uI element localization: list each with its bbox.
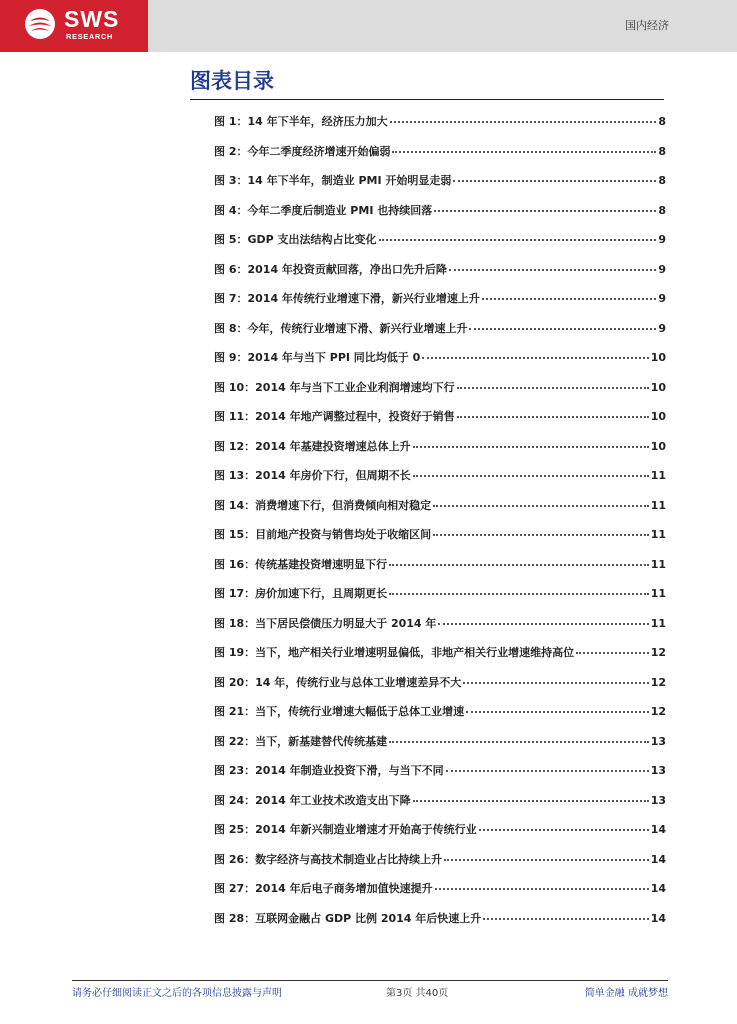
toc-entry[interactable] (214, 733, 666, 763)
toc-leader-dots (413, 475, 649, 477)
sws-logo (0, 0, 148, 52)
toc-entry-page: 12 (650, 646, 666, 659)
figure-toc (214, 113, 666, 939)
toc-entry-page: 11 (650, 469, 666, 482)
page-header (0, 0, 737, 52)
toc-leader-dots (435, 888, 649, 890)
toc-entry-page: 13 (650, 764, 666, 777)
toc-entry-label: 图 11：2014 年地产调整过程中，投资好于销售 (214, 410, 455, 423)
toc-entry[interactable] (214, 143, 666, 173)
toc-entry-label: 图 10：2014 年与当下工业企业利润增速均下行 (214, 380, 455, 394)
toc-entry-page: 11 (650, 557, 666, 571)
toc-entry-label: 图 2：今年二季度经济增速开始偏弱 (214, 144, 391, 158)
logo-text: SWS (64, 6, 120, 32)
toc-entry-label: 图 24：2014 年工业技术改造支出下降 (214, 793, 411, 807)
toc-leader-dots (483, 918, 648, 920)
toc-entry[interactable] (214, 526, 666, 556)
toc-entry-label: 图 8：今年，传统行业增速下滑、新兴行业增速上升 (214, 321, 468, 335)
toc-entry-label: 图 5：GDP 支出法结构占比变化 (214, 233, 377, 246)
section-label: 国内经济 (625, 19, 669, 32)
toc-leader-dots (379, 239, 657, 241)
toc-entry[interactable] (214, 438, 666, 468)
toc-entry-page: 9 (658, 262, 666, 276)
toc-entry[interactable] (214, 408, 666, 438)
toc-entry-page: 12 (650, 675, 666, 689)
toc-entry-label: 图 18：当下居民偿债压力明显大于 2014 年 (214, 616, 437, 630)
toc-leader-dots (390, 121, 657, 123)
toc-entry[interactable] (214, 821, 666, 851)
toc-entry-label: 图 1：14 年下半年，经济压力加大 (214, 115, 388, 128)
toc-entry[interactable] (214, 585, 666, 615)
toc-entry[interactable] (214, 910, 666, 940)
toc-entry-page: 10 (650, 439, 666, 453)
toc-leader-dots (457, 387, 649, 389)
toc-entry-label: 图 26：数字经济与高技术制造业占比持续上升 (214, 852, 443, 866)
toc-entry[interactable] (214, 703, 666, 733)
toc-entry[interactable] (214, 349, 666, 379)
toc-entry[interactable] (214, 674, 666, 704)
toc-entry-page: 8 (658, 174, 666, 187)
toc-entry-label: 图 23：2014 年制造业投资下滑，与当下不同 (214, 764, 444, 777)
toc-entry-label: 图 28：互联网金融占 GDP 比例 2014 年后快速上升 (214, 911, 482, 925)
footer-page-info: 第3页 共40页 (386, 988, 449, 999)
toc-leader-dots (392, 151, 656, 153)
toc-entry-page: 8 (658, 115, 666, 128)
toc-entry-page: 9 (658, 321, 666, 335)
toc-leader-dots (434, 210, 656, 212)
toc-leader-dots (576, 652, 649, 654)
toc-entry-label: 图 3：14 年下半年，制造业 PMI 开始明显走弱 (214, 174, 452, 187)
toc-leader-dots (389, 741, 649, 743)
toc-leader-dots (469, 328, 656, 330)
toc-leader-dots (422, 357, 648, 359)
toc-entry[interactable] (214, 202, 666, 232)
toc-entry[interactable] (214, 792, 666, 822)
toc-entry[interactable] (214, 379, 666, 409)
toc-leader-dots (389, 564, 649, 566)
toc-entry-page: 11 (650, 528, 666, 541)
toc-leader-dots (433, 534, 649, 536)
toc-entry[interactable] (214, 497, 666, 527)
page-title: 图表目录 (190, 69, 274, 93)
toc-leader-dots (482, 298, 656, 300)
toc-entry-page: 10 (650, 351, 666, 364)
toc-leader-dots (433, 505, 649, 507)
toc-entry-label: 图 27：2014 年后电子商务增加值快速提升 (214, 882, 433, 895)
toc-entry[interactable] (214, 290, 666, 320)
toc-leader-dots (457, 416, 649, 418)
toc-entry-page: 14 (650, 852, 666, 866)
toc-entry-label: 图 13：2014 年房价下行，但周期不长 (214, 469, 411, 482)
toc-entry-label: 图 4：今年二季度后制造业 PMI 也持续回落 (214, 203, 433, 217)
toc-entry-page: 14 (650, 911, 666, 925)
footer-disclaimer: 请务必仔细阅读正文之后的各项信息披露与声明 (72, 988, 282, 999)
toc-leader-dots (413, 446, 649, 448)
toc-entry[interactable] (214, 172, 666, 202)
toc-entry-label: 图 14：消费增速下行，但消费倾向相对稳定 (214, 498, 432, 512)
toc-entry[interactable] (214, 644, 666, 674)
toc-entry[interactable] (214, 880, 666, 910)
toc-leader-dots (413, 800, 649, 802)
toc-entry-page: 11 (650, 498, 666, 512)
logo-subtext: RESEARCH (66, 32, 113, 41)
toc-leader-dots (463, 682, 648, 684)
toc-entry-page: 10 (650, 410, 666, 423)
toc-entry[interactable] (214, 261, 666, 291)
toc-entry-label: 图 19：当下，地产相关行业增速明显偏低，非地产相关行业增速维持高位 (214, 646, 575, 659)
toc-entry[interactable] (214, 615, 666, 645)
toc-entry[interactable] (214, 467, 666, 497)
toc-leader-dots (449, 269, 656, 271)
toc-leader-dots (389, 593, 649, 595)
toc-entry-page: 8 (658, 144, 666, 158)
toc-entry-label: 图 12：2014 年基建投资增速总体上升 (214, 439, 411, 453)
toc-entry-label: 图 22：当下，新基建替代传统基建 (214, 734, 388, 748)
toc-leader-dots (446, 770, 649, 772)
toc-entry[interactable] (214, 851, 666, 881)
toc-leader-dots (444, 859, 649, 861)
sws-logo-icon (24, 8, 56, 40)
toc-entry-page: 11 (650, 587, 666, 600)
toc-entry-label: 图 16：传统基建投资增速明显下行 (214, 557, 388, 571)
toc-leader-dots (453, 180, 656, 182)
toc-entry[interactable] (214, 762, 666, 792)
toc-entry-page: 13 (650, 734, 666, 748)
title-divider (190, 99, 664, 100)
toc-entry[interactable] (214, 556, 666, 586)
toc-leader-dots (479, 829, 649, 831)
toc-entry-page: 10 (650, 380, 666, 394)
toc-entry-label: 图 25：2014 年新兴制造业增速才开始高于传统行业 (214, 823, 477, 836)
toc-entry-label: 图 7：2014 年传统行业增速下滑，新兴行业增速上升 (214, 292, 480, 305)
toc-entry-label: 图 20：14 年，传统行业与总体工业增速差异不大 (214, 675, 462, 689)
toc-entry-label: 图 21：当下，传统行业增速大幅低于总体工业增速 (214, 705, 465, 718)
toc-entry-label: 图 6：2014 年投资贡献回落，净出口先升后降 (214, 262, 447, 276)
toc-entry-page: 13 (650, 793, 666, 807)
toc-leader-dots (466, 711, 649, 713)
toc-entry-page: 9 (658, 233, 666, 246)
footer-slogan: 简单金融 成就梦想 (584, 988, 668, 999)
footer-divider (72, 980, 668, 981)
toc-entry-page: 14 (650, 823, 666, 836)
toc-entry-label: 图 9：2014 年与当下 PPI 同比均低于 0 (214, 351, 421, 364)
toc-entry-page: 8 (658, 203, 666, 217)
toc-entry-label: 图 17：房价加速下行，且周期更长 (214, 587, 388, 600)
toc-entry-label: 图 15：目前地产投资与销售均处于收缩区间 (214, 528, 432, 541)
toc-entry-page: 9 (658, 292, 666, 305)
toc-entry[interactable] (214, 113, 666, 143)
toc-entry-page: 14 (650, 882, 666, 895)
toc-entry[interactable] (214, 320, 666, 350)
toc-leader-dots (438, 623, 648, 625)
toc-entry-page: 11 (650, 616, 666, 630)
toc-entry[interactable] (214, 231, 666, 261)
toc-entry-page: 12 (650, 705, 666, 718)
